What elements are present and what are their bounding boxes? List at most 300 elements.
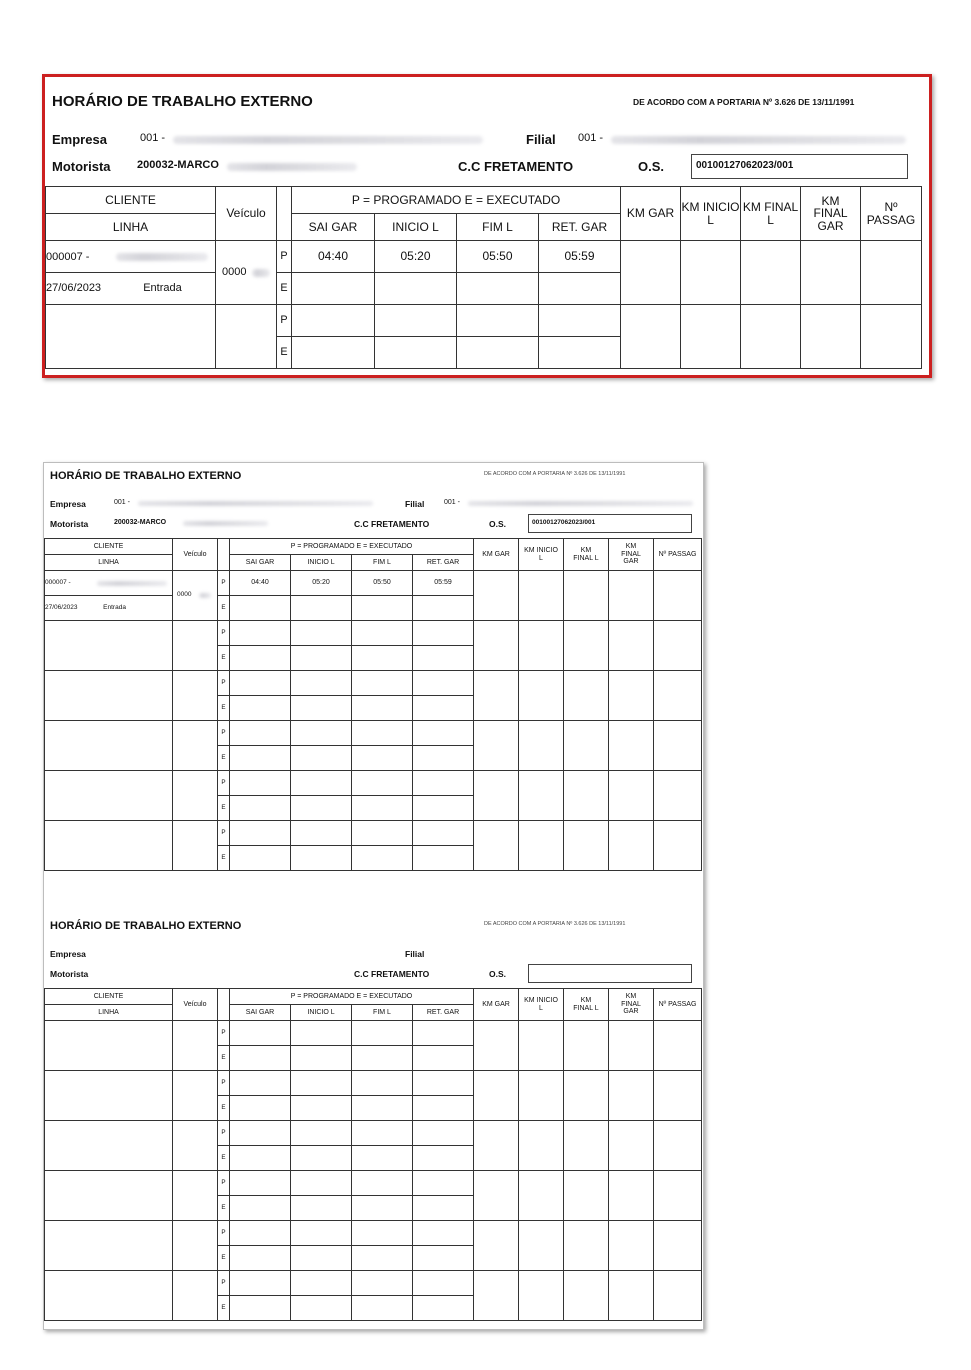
empty-cell xyxy=(230,1121,291,1146)
empty-cell xyxy=(291,671,352,696)
empty-cell xyxy=(230,671,291,696)
empty-cell xyxy=(291,1296,352,1321)
empty-cell xyxy=(519,1071,564,1121)
empty-cell xyxy=(230,1221,291,1246)
form-header-zoomed xyxy=(45,77,929,377)
f2-r3-e: E xyxy=(218,1146,230,1171)
empty-cell xyxy=(352,646,413,671)
empty-cell xyxy=(519,1171,564,1221)
empty-cell xyxy=(45,771,173,821)
empty-cell xyxy=(413,1146,474,1171)
empty-cell xyxy=(519,671,564,721)
empty-cell xyxy=(474,1171,519,1221)
entry-km-inicio-l xyxy=(681,241,741,305)
empty-cell xyxy=(457,337,539,369)
empty-cell xyxy=(291,1071,352,1096)
empty-cell xyxy=(413,1246,474,1271)
empty-cell xyxy=(654,621,702,671)
empty-cell xyxy=(413,1196,474,1221)
form-2-table xyxy=(44,988,702,1321)
f1-header-km-inicio-l: KM INICIO L xyxy=(519,539,564,571)
filial-code: 001 - xyxy=(578,132,604,144)
empty-cell xyxy=(474,671,519,721)
f2-header-inicio-l: INICIO L xyxy=(291,1005,352,1021)
empty-cell xyxy=(564,1021,609,1071)
f1-header-km-final-l: KM FINAL L xyxy=(564,539,609,571)
f2-header-fim-l: FIM L xyxy=(352,1005,413,1021)
empty-cell xyxy=(654,1021,702,1071)
f2-header-km-final-gar: KM FINAL GAR xyxy=(609,989,654,1021)
empty-cell xyxy=(413,1071,474,1096)
form-1-cc-label: C.C FRETAMENTO xyxy=(354,519,430,529)
motorista-label: Motorista xyxy=(52,159,111,174)
cc-label: C.C FRETAMENTO xyxy=(458,159,574,174)
empty-cell xyxy=(564,1221,609,1271)
empty-cell xyxy=(413,1021,474,1046)
empty-cell xyxy=(45,621,173,671)
empty-cell xyxy=(230,621,291,646)
empty-cell xyxy=(291,1146,352,1171)
form-2-portaria: DE ACORDO COM A PORTARIA Nº 3.626 DE 13/11/1991 xyxy=(484,921,626,927)
empty-cell xyxy=(564,1271,609,1321)
empty-cell xyxy=(564,1121,609,1171)
f1-r6-p: P xyxy=(218,821,230,846)
header-km-final-l: KM FINAL L xyxy=(741,187,801,241)
empty-cell xyxy=(173,1271,218,1321)
empty-cell xyxy=(539,305,621,337)
empty-cell xyxy=(291,1196,352,1221)
f1-header-n-passag: Nº PASSAG xyxy=(654,539,702,571)
header-n-passag: Nº PASSAG xyxy=(861,187,922,241)
empty-cell xyxy=(474,621,519,671)
empty-cell xyxy=(291,1096,352,1121)
header-veiculo: Veículo xyxy=(216,187,277,241)
empty-cell xyxy=(375,305,457,337)
os-value: 00100127062023/001 xyxy=(696,160,794,171)
form-1-redacted-empresa xyxy=(138,501,373,506)
empty-cell xyxy=(654,571,702,621)
f1-entry-inicio-l: 05:20 xyxy=(291,571,352,596)
empty-cell xyxy=(292,273,375,305)
empty-cell xyxy=(352,596,413,621)
empty-cell xyxy=(413,1171,474,1196)
f1-redacted-cliente xyxy=(97,581,167,586)
empty-cell xyxy=(291,696,352,721)
empty-cell xyxy=(230,771,291,796)
form-2-os-label: O.S. xyxy=(489,969,507,979)
form-1-motorista-label: Motorista xyxy=(50,519,89,529)
empty-cell xyxy=(352,1146,413,1171)
empty-cell xyxy=(519,821,564,871)
empty-cell xyxy=(474,771,519,821)
f1-r1-e: E xyxy=(218,596,230,621)
empty-cell xyxy=(413,846,474,871)
form-2-cc-label: C.C FRETAMENTO xyxy=(354,969,430,979)
empty-cell xyxy=(564,571,609,621)
f1-header-fim-l: FIM L xyxy=(352,555,413,571)
form-1-os-value: 00100127062023/001 xyxy=(532,519,596,526)
empty-cell xyxy=(291,796,352,821)
filial-label: Filial xyxy=(526,132,556,147)
empty-cell xyxy=(609,621,654,671)
header-cliente: CLIENTE xyxy=(46,187,216,214)
f2-r2-p: P xyxy=(218,1071,230,1096)
redacted-filial-name xyxy=(611,136,906,144)
empty-cell xyxy=(519,571,564,621)
empty-cell xyxy=(564,621,609,671)
empty-cell xyxy=(609,771,654,821)
empty-cell xyxy=(413,1296,474,1321)
empty-cell xyxy=(654,671,702,721)
form-1-empresa-label: Empresa xyxy=(50,499,86,509)
f1-entry-cliente-code: 000007 - xyxy=(45,579,71,587)
f2-r5-e: E xyxy=(218,1246,230,1271)
empty-cell xyxy=(291,821,352,846)
form-1-portaria: DE ACORDO COM A PORTARIA Nº 3.626 DE 13/11/1991 xyxy=(484,471,626,477)
os-label: O.S. xyxy=(638,159,665,174)
empty-cell xyxy=(564,771,609,821)
empty-cell xyxy=(173,721,218,771)
f1-entry-date: 27/06/2023 xyxy=(45,603,78,611)
f1-entry-ret-gar: 05:59 xyxy=(413,571,474,596)
empty-cell xyxy=(519,1021,564,1071)
empty-cell xyxy=(173,1121,218,1171)
f1-header-legend: P = PROGRAMADO E = EXECUTADO xyxy=(230,539,474,555)
empty-cell xyxy=(291,1171,352,1196)
empty-cell xyxy=(474,821,519,871)
empty-cell xyxy=(654,721,702,771)
empty-cell xyxy=(291,1246,352,1271)
form-1-filial-label: Filial xyxy=(405,499,425,509)
empty-cell xyxy=(230,1021,291,1046)
empty-cell xyxy=(654,1221,702,1271)
empty-cell xyxy=(45,821,173,871)
empty-cell xyxy=(413,596,474,621)
f2-header-ret-gar: RET. GAR xyxy=(413,1005,474,1021)
f1-header-veiculo: Veículo xyxy=(173,539,218,571)
empty-cell xyxy=(654,1071,702,1121)
empty-cell xyxy=(291,721,352,746)
entry-tipo: Entrada xyxy=(143,281,182,294)
f1-header-linha: LINHA xyxy=(45,555,173,571)
form-1-motorista-code: 200032-MARCO xyxy=(114,519,167,526)
schedule-table xyxy=(45,186,922,369)
empty-cell xyxy=(230,1296,291,1321)
f1-entry-sai-gar: 04:40 xyxy=(230,571,291,596)
header-km-inicio-l: KM INICIO L xyxy=(681,187,741,241)
row1-p-marker: P xyxy=(277,241,292,273)
empty-cell xyxy=(45,1071,173,1121)
header-sai-gar: SAI GAR xyxy=(292,214,375,241)
empty-cell xyxy=(609,721,654,771)
f1-entry-fim-l: 05:50 xyxy=(352,571,413,596)
empty-cell xyxy=(375,337,457,369)
f1-entry-veiculo-cell xyxy=(173,571,218,621)
empty-cell xyxy=(291,646,352,671)
f2-r2-e: E xyxy=(218,1096,230,1121)
form-title: HORÁRIO DE TRABALHO EXTERNO xyxy=(52,93,313,110)
empty-cell xyxy=(413,1046,474,1071)
entry-km-gar xyxy=(621,241,681,305)
empty-cell xyxy=(413,1121,474,1146)
empty-cell xyxy=(291,621,352,646)
empty-cell xyxy=(474,571,519,621)
f2-header-sai-gar: SAI GAR xyxy=(230,1005,291,1021)
empty-cell xyxy=(681,305,741,369)
empty-cell xyxy=(564,1171,609,1221)
empty-cell xyxy=(230,646,291,671)
f1-redacted-veiculo xyxy=(199,593,211,598)
empty-cell xyxy=(474,1021,519,1071)
empty-cell xyxy=(457,273,539,305)
empty-cell xyxy=(654,821,702,871)
empty-cell xyxy=(230,821,291,846)
empty-cell xyxy=(291,1021,352,1046)
empty-cell xyxy=(861,305,922,369)
empty-cell xyxy=(654,771,702,821)
empty-cell xyxy=(352,621,413,646)
empty-cell xyxy=(45,721,173,771)
empty-cell xyxy=(413,671,474,696)
empty-cell xyxy=(519,1121,564,1171)
empty-cell xyxy=(291,1221,352,1246)
empty-cell xyxy=(609,1271,654,1321)
empty-cell xyxy=(413,696,474,721)
f1-entry-cliente-cell xyxy=(45,571,173,596)
form-1-redacted-motorista xyxy=(183,521,268,526)
empty-cell xyxy=(45,1271,173,1321)
empty-cell xyxy=(413,721,474,746)
redacted-veiculo xyxy=(252,269,270,277)
empty-cell xyxy=(292,305,375,337)
entry-veiculo-code: 0000 xyxy=(222,265,247,278)
row2-p-marker: P xyxy=(277,305,292,337)
empty-cell xyxy=(564,1071,609,1121)
empty-cell xyxy=(375,273,457,305)
empty-cell xyxy=(519,1221,564,1271)
entry-cliente-cell xyxy=(46,241,216,273)
empty-cell xyxy=(173,621,218,671)
empty-cell xyxy=(413,796,474,821)
redacted-motorista-name xyxy=(227,163,357,171)
empresa-label: Empresa xyxy=(52,132,107,147)
empty-cell xyxy=(457,305,539,337)
empty-cell xyxy=(292,337,375,369)
empty-cell xyxy=(352,1021,413,1046)
empty-cell xyxy=(352,1296,413,1321)
f1-header-km-final-gar: KM FINAL GAR xyxy=(609,539,654,571)
empty-cell xyxy=(173,671,218,721)
empty-cell xyxy=(474,1271,519,1321)
f2-r1-e: E xyxy=(218,1046,230,1071)
f1-header-sai-gar: SAI GAR xyxy=(230,555,291,571)
entry-date: 27/06/2023 xyxy=(46,281,102,294)
entry-cliente-code: 000007 - xyxy=(46,250,90,263)
f2-r4-p: P xyxy=(218,1171,230,1196)
f1-header-ret-gar: RET. GAR xyxy=(413,555,474,571)
f1-r3-p: P xyxy=(218,671,230,696)
f1-entry-tipo: Entrada xyxy=(103,603,126,611)
f2-header-cliente: CLIENTE xyxy=(45,989,173,1005)
header-legend: P = PROGRAMADO E = EXECUTADO xyxy=(292,187,621,214)
empty-cell xyxy=(173,1021,218,1071)
form-2-motorista-label: Motorista xyxy=(50,969,89,979)
form-1-os-field xyxy=(528,514,692,533)
empty-cell xyxy=(741,305,801,369)
os-field xyxy=(691,154,908,179)
f1-header-inicio-l: INICIO L xyxy=(291,555,352,571)
empty-cell xyxy=(609,1221,654,1271)
form-1-redacted-filial xyxy=(468,501,693,506)
empty-cell xyxy=(539,273,621,305)
empty-cell xyxy=(352,1271,413,1296)
empty-cell xyxy=(474,721,519,771)
f2-r6-e: E xyxy=(218,1296,230,1321)
f1-r4-e: E xyxy=(218,746,230,771)
empresa-code: 001 - xyxy=(140,132,166,144)
header-inicio-l: INICIO L xyxy=(375,214,457,241)
empty-cell xyxy=(173,1171,218,1221)
f1-r6-e: E xyxy=(218,846,230,871)
empty-cell xyxy=(291,1271,352,1296)
f2-header-pe-spacer xyxy=(218,989,230,1021)
empty-veiculo xyxy=(216,305,277,369)
form-1-table xyxy=(44,538,702,871)
empty-cell xyxy=(609,1021,654,1071)
portaria-note: DE ACORDO COM A PORTARIA Nº 3.626 DE 13/11/1991 xyxy=(633,97,855,107)
empty-cell xyxy=(564,671,609,721)
f1-header-cliente: CLIENTE xyxy=(45,539,173,555)
f1-header-km-gar: KM GAR xyxy=(474,539,519,571)
f2-header-km-final-l: KM FINAL L xyxy=(564,989,609,1021)
empty-cell xyxy=(230,1146,291,1171)
empty-cell xyxy=(654,1171,702,1221)
empty-cell xyxy=(474,1221,519,1271)
entry-veiculo-cell xyxy=(216,241,277,305)
empty-cell xyxy=(654,1271,702,1321)
f2-header-n-passag: Nº PASSAG xyxy=(654,989,702,1021)
form-2-title: HORÁRIO DE TRABALHO EXTERNO xyxy=(50,920,242,932)
empty-cell xyxy=(45,1021,173,1071)
entry-n-passag xyxy=(861,241,922,305)
header-fim-l: FIM L xyxy=(457,214,539,241)
entry-km-final-l xyxy=(741,241,801,305)
empty-cell xyxy=(230,721,291,746)
empty-cell xyxy=(230,746,291,771)
empty-cell xyxy=(654,1121,702,1171)
empty-cell xyxy=(352,846,413,871)
f1-r3-e: E xyxy=(218,696,230,721)
motorista-code: 200032-MARCO xyxy=(137,159,219,171)
empty-cell xyxy=(230,796,291,821)
empty-cell xyxy=(474,1071,519,1121)
form-2-os-field xyxy=(528,964,692,983)
f2-header-km-gar: KM GAR xyxy=(474,989,519,1021)
empty-cell xyxy=(352,771,413,796)
empty-cell xyxy=(230,1196,291,1221)
empty-cell xyxy=(230,1271,291,1296)
redacted-cliente-name xyxy=(116,253,208,261)
empty-cell xyxy=(352,821,413,846)
empty-cell xyxy=(609,571,654,621)
empty-cell xyxy=(413,646,474,671)
f2-header-veiculo: Veículo xyxy=(173,989,218,1021)
zoomed-form-crop xyxy=(42,74,932,378)
empty-cell xyxy=(413,1271,474,1296)
empty-cell xyxy=(291,771,352,796)
redacted-empresa-name xyxy=(173,136,483,144)
f2-header-legend: P = PROGRAMADO E = EXECUTADO xyxy=(230,989,474,1005)
form-1-empresa-code: 001 - xyxy=(114,499,130,506)
empty-cell xyxy=(230,696,291,721)
empty-cell xyxy=(609,1171,654,1221)
empty-cell xyxy=(230,1046,291,1071)
empty-cell xyxy=(352,796,413,821)
entry-sai-gar: 04:40 xyxy=(292,241,375,273)
header-km-final-gar: KM FINAL GAR xyxy=(801,187,861,241)
empty-cell xyxy=(801,305,861,369)
empty-cell xyxy=(173,1221,218,1271)
entry-ret-gar: 05:59 xyxy=(539,241,621,273)
empty-cell xyxy=(474,1121,519,1171)
f2-header-km-inicio-l: KM INICIO L xyxy=(519,989,564,1021)
empty-cell xyxy=(230,1246,291,1271)
empty-cell xyxy=(230,846,291,871)
empty-cell xyxy=(291,596,352,621)
empty-cell xyxy=(45,1221,173,1271)
empty-cell xyxy=(352,721,413,746)
empty-cell xyxy=(45,1171,173,1221)
empty-cell xyxy=(352,696,413,721)
form-1-title: HORÁRIO DE TRABALHO EXTERNO xyxy=(50,470,242,482)
form-1-filial-code: 001 - xyxy=(444,499,460,506)
empty-cell xyxy=(413,821,474,846)
empty-cell xyxy=(564,821,609,871)
form-2-empresa-label: Empresa xyxy=(50,949,86,959)
form-1-os-label: O.S. xyxy=(489,519,507,529)
entry-fim-l: 05:50 xyxy=(457,241,539,273)
empty-cell xyxy=(291,1121,352,1146)
empty-cell xyxy=(352,1221,413,1246)
empty-cell xyxy=(519,721,564,771)
empty-cell xyxy=(230,596,291,621)
f2-r6-p: P xyxy=(218,1271,230,1296)
f2-header-linha: LINHA xyxy=(45,1005,173,1021)
empty-cell xyxy=(45,671,173,721)
empty-cell xyxy=(413,621,474,646)
empty-cell xyxy=(621,305,681,369)
f1-header-pe-spacer xyxy=(218,539,230,571)
entry-km-final-gar xyxy=(801,241,861,305)
empty-cell xyxy=(519,1271,564,1321)
f1-r2-e: E xyxy=(218,646,230,671)
f1-entry-veiculo-code: 0000 xyxy=(177,591,192,599)
empty-cell xyxy=(413,771,474,796)
form-2-filial-label: Filial xyxy=(405,949,425,959)
empty-cell xyxy=(413,746,474,771)
empty-cell xyxy=(352,1171,413,1196)
empty-cell xyxy=(352,671,413,696)
empty-cell xyxy=(352,1196,413,1221)
form-1 xyxy=(44,463,703,878)
empty-cell xyxy=(609,1121,654,1171)
f2-r4-e: E xyxy=(218,1196,230,1221)
empty-cell xyxy=(173,1071,218,1121)
empty-cell xyxy=(230,1171,291,1196)
row1-e-marker: E xyxy=(277,273,292,305)
empty-cell xyxy=(519,771,564,821)
header-km-gar: KM GAR xyxy=(621,187,681,241)
